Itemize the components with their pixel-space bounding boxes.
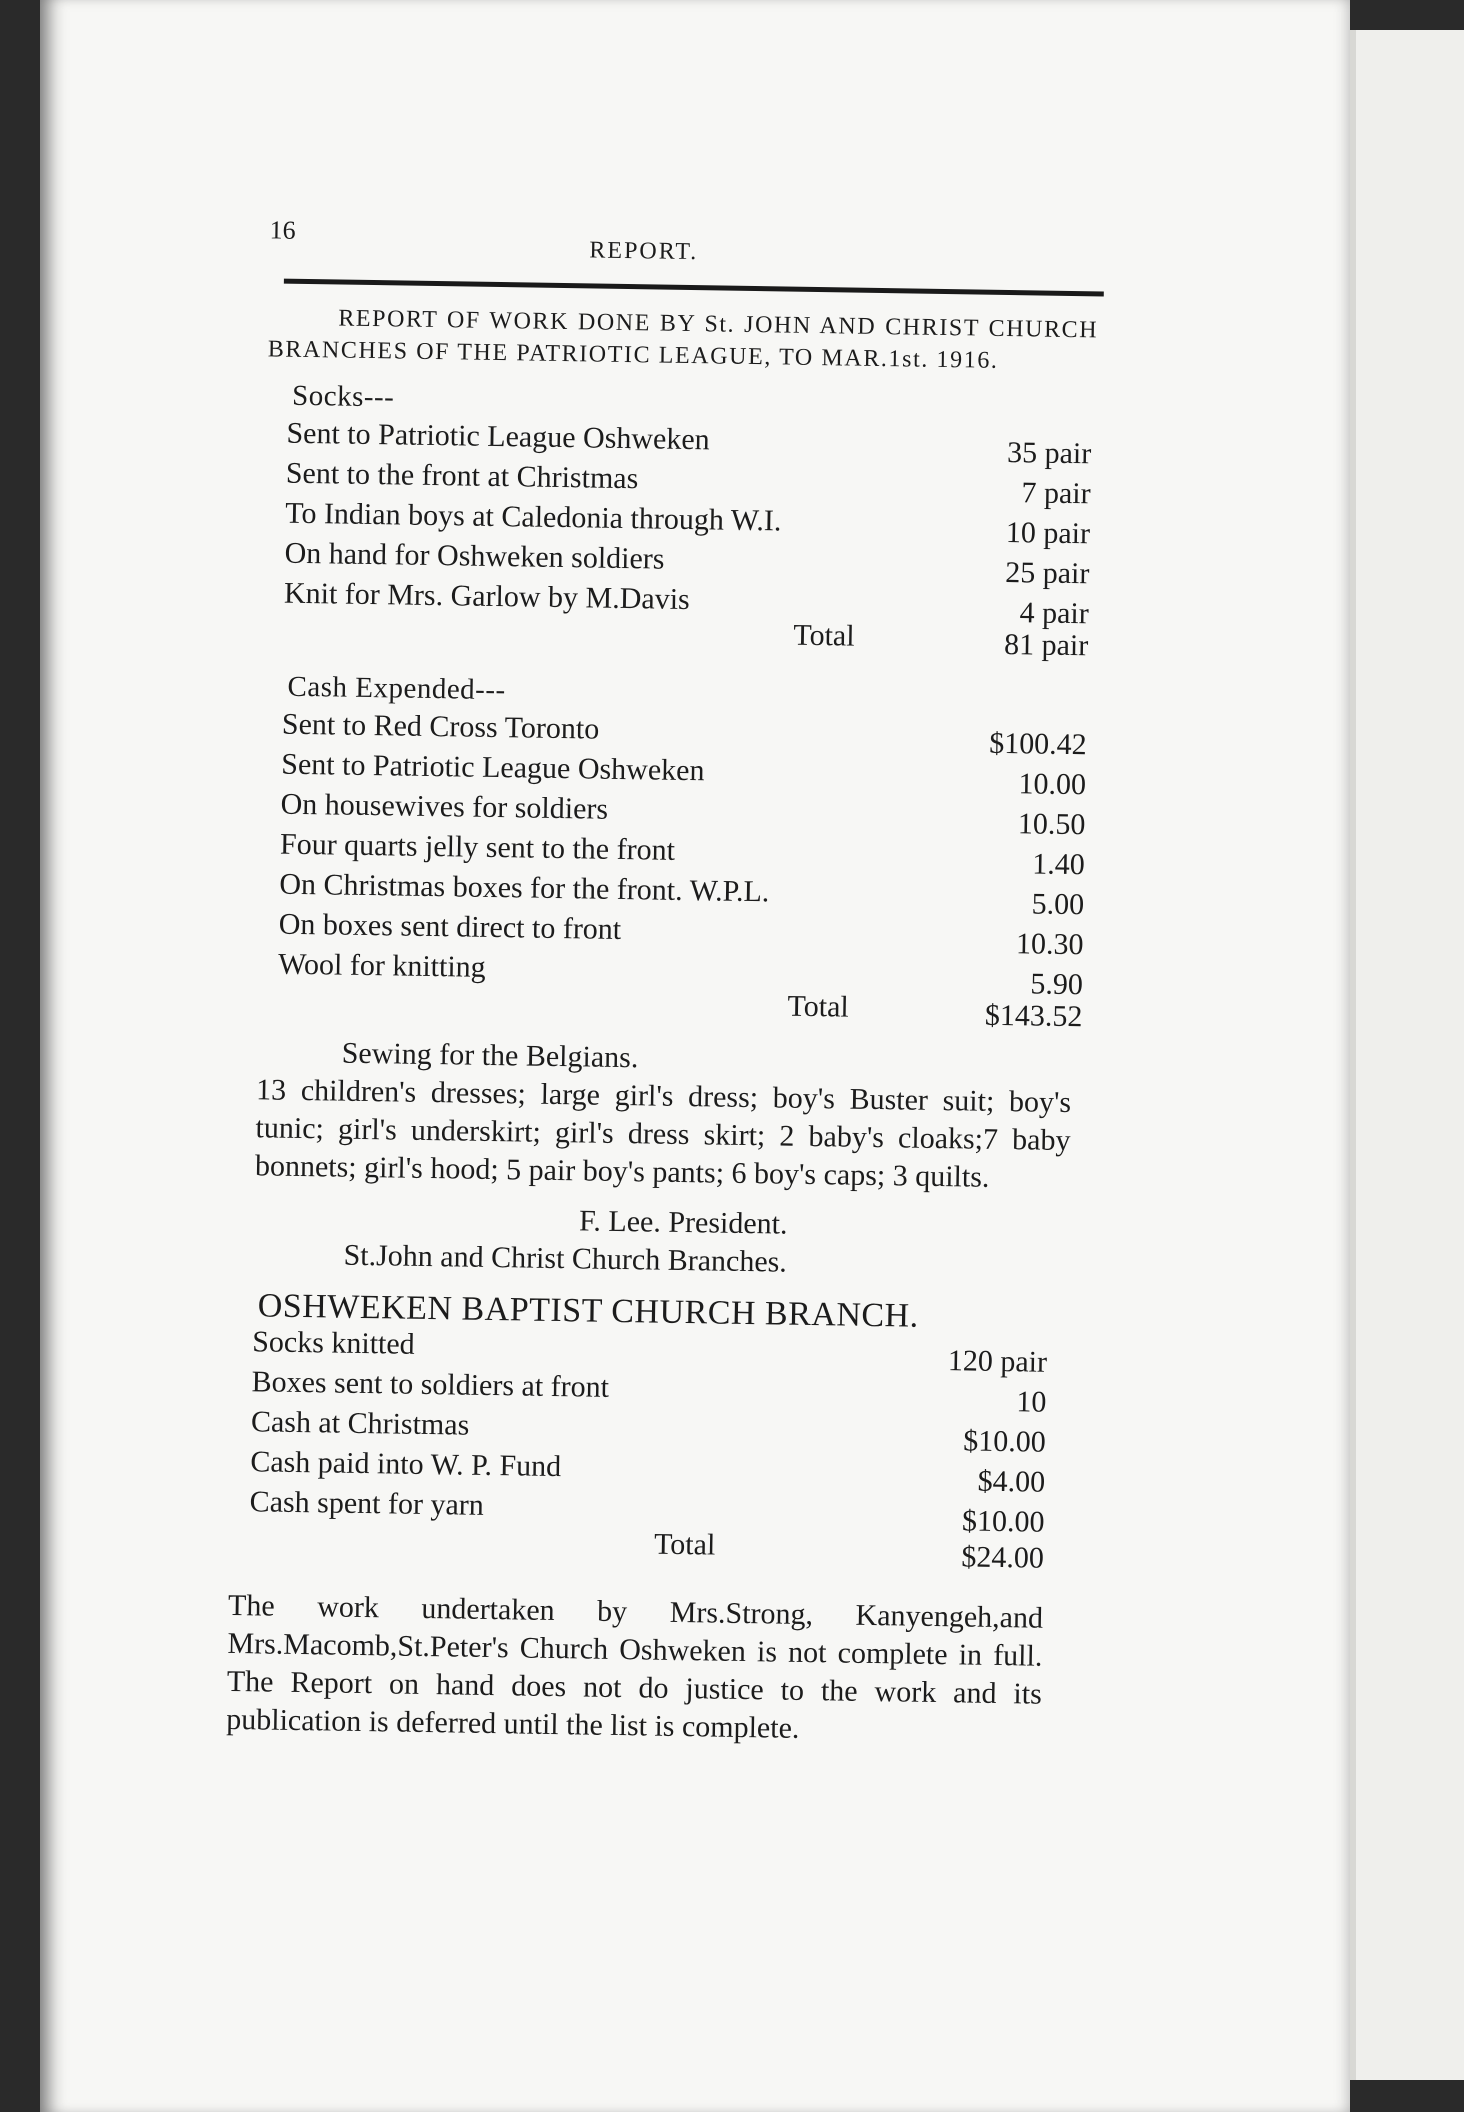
item-value: 7 pair (1021, 476, 1091, 511)
closing-paragraph: The work undertaken by Mrs.Strong, Kanyengeh,and Mrs.Macomb,St.Peter's Church Oshweken is not complete in full. The Report on hand does not do justice to the work and its publication is deferred until the list is complete. (226, 1588, 1044, 1745)
page-number: 16 (269, 215, 296, 245)
baptist-heading: OSHWEKEN BAPTIST CHURCH BRANCH. (257, 1287, 919, 1335)
item-label: On boxes sent direct to front (278, 907, 622, 946)
header-rule (284, 279, 1104, 297)
item-value: 10.00 (1018, 767, 1087, 802)
item-label: On hand for Oshweken soldiers (284, 536, 665, 576)
total-value: $143.52 (984, 998, 1083, 1034)
report-title: REPORT OF WORK DONE BY St. JOHN AND CHRIST CHURCH BRANCHES OF THE PATRIOTIC LEAGUE, TO MAR.1st. 1916. (267, 305, 1099, 374)
item-label: Cash spent for yarn (249, 1485, 485, 1522)
signature-branch: St.John and Christ Church Branches. (343, 1238, 788, 1279)
item-label: Sent to the front at Christmas (285, 456, 639, 496)
item-value: 25 pair (1005, 555, 1090, 591)
item-value: 5.90 (1030, 967, 1084, 1002)
total-label: Total (787, 989, 850, 1024)
total-value: 81 pair (1003, 627, 1089, 663)
item-value: $4.00 (977, 1464, 1046, 1499)
item-label: On Christmas boxes for the front. W.P.L. (279, 867, 770, 909)
item-label: Sent to Red Cross Toronto (281, 707, 600, 746)
page-content (221, 210, 1105, 1752)
item-value: 4 pair (1019, 596, 1090, 631)
item-label: Knit for Mrs. Garlow by M.Davis (283, 576, 690, 617)
total-label: Total (653, 1527, 716, 1562)
sewing-heading: Sewing for the Belgians. (341, 1036, 639, 1075)
item-label: On housewives for soldiers (280, 787, 609, 826)
item-label: Sent to Patriotic League Oshweken (286, 416, 710, 457)
item-value: 10 (1016, 1385, 1047, 1419)
item-value: 35 pair (1006, 436, 1092, 471)
socks-heading: Socks--- (291, 379, 395, 414)
sewing-text: 13 children's dresses; large girl's dress; boy's Buster suit; boy's tunic; girl's underskirt; girl's dress skirt; 2 baby's cloaks;7 baby bonnets; girl's hood; 5 pair boy's pants; 6 boy's caps; 3 quilts. (254, 1073, 1072, 1194)
item-value: 1.40 (1032, 847, 1086, 882)
running-head: REPORT. (589, 237, 699, 266)
item-value: $100.42 (988, 726, 1087, 762)
item-value: 10 pair (1005, 515, 1091, 551)
item-label: Boxes sent to soldiers at front (251, 1365, 610, 1404)
item-value: $10.00 (961, 1504, 1045, 1539)
item-label: Wool for knitting (277, 947, 486, 984)
item-value: $10.00 (962, 1424, 1047, 1459)
total-label: Total (793, 618, 855, 653)
item-label: Cash at Christmas (250, 1405, 470, 1442)
item-value: 5.00 (1031, 887, 1085, 922)
item-value: 10.30 (1015, 927, 1084, 962)
item-value: 10.50 (1017, 807, 1086, 842)
cash-heading: Cash Expended--- (287, 670, 506, 707)
item-label: Four quarts jelly sent to the front (279, 827, 676, 867)
signature-name: F. Lee. President. (578, 1204, 788, 1241)
item-value: 120 pair (947, 1344, 1048, 1379)
total-value: $24.00 (961, 1540, 1045, 1575)
item-label: Sent to Patriotic League Oshweken (281, 747, 705, 788)
item-label: To Indian boys at Caledonia through W.I. (284, 496, 782, 538)
item-label: Socks knitted (251, 1325, 415, 1361)
facing-page-edge (1350, 30, 1464, 2080)
item-label: Cash paid into W. P. Fund (250, 1445, 562, 1484)
